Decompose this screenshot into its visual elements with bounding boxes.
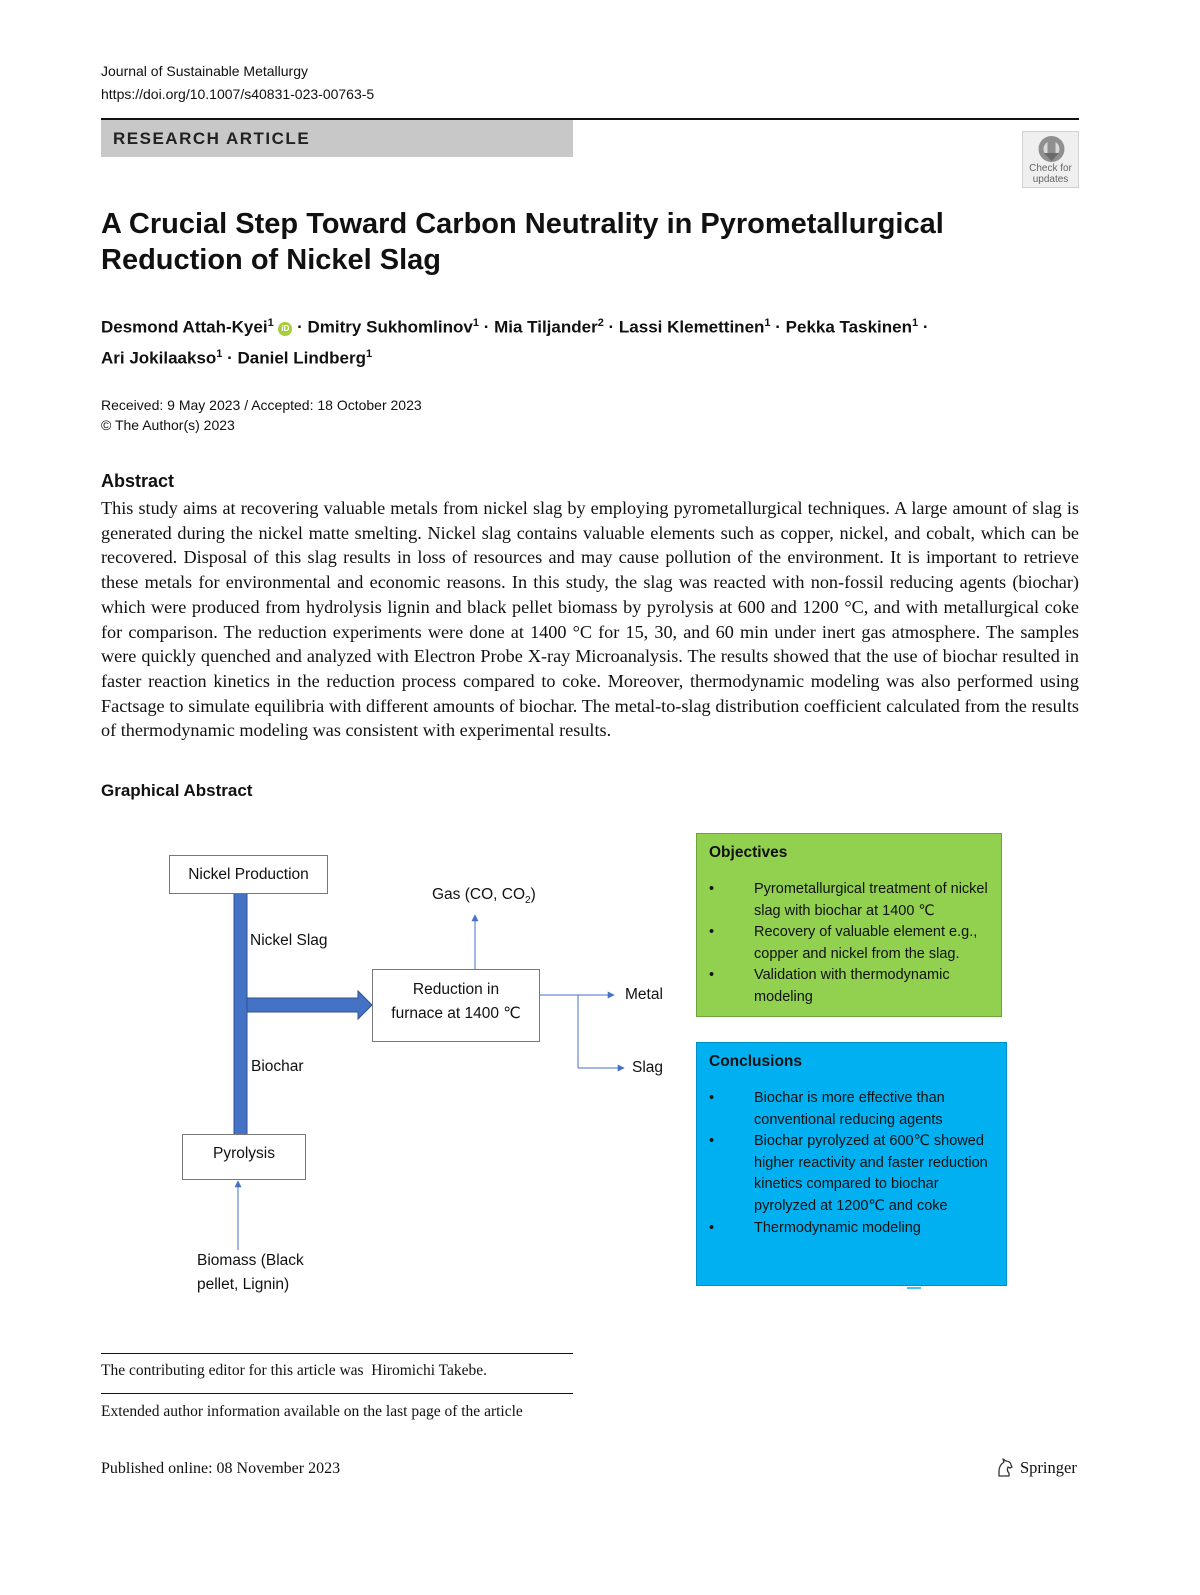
- nickel-slag-label: Nickel Slag: [250, 932, 328, 949]
- objectives-panel: [696, 833, 1002, 1017]
- author-name[interactable]: Ari Jokilaakso: [101, 348, 217, 368]
- furnace-label-line-2: furnace at 1400 ℃: [391, 1005, 521, 1022]
- reduction-furnace-box: [372, 969, 540, 1042]
- published-online-date: Published online: 08 November 2023: [101, 1460, 341, 1477]
- author-affiliation: 2: [597, 317, 604, 329]
- author-name[interactable]: Mia Tiljander: [494, 317, 598, 337]
- conclusion-item: • Biochar is more effective than conventional reducing agents: [709, 1088, 999, 1131]
- author-list: Desmond Attah-Kyei$^1$ iD · Dmitry Sukhomlinov$^1$ · Mia Tiljander$^2$ · Lassi Klemettinen$^1$ · Pekka Taskinen$^1$ · Ari Jokilaakso$^1$ · Daniel Lindberg$^1$: [101, 317, 929, 368]
- slag-label: Slag: [632, 1059, 664, 1076]
- pyrolysis-box: [182, 1134, 306, 1180]
- gas-label: [432, 886, 536, 906]
- author-name[interactable]: Lassi Klemettinen: [618, 317, 765, 337]
- article-title: A Crucial Step Toward Carbon Neutrality in Pyrometallurgical Reduction of Nickel Slag: [101, 208, 944, 276]
- author-name[interactable]: Pekka Taskinen: [785, 317, 912, 337]
- article-type-band: [101, 120, 573, 157]
- conclusions-list: [709, 1088, 999, 1239]
- furnace-label-line-1: Reduction in: [412, 981, 500, 998]
- author-affiliation: 1: [365, 347, 373, 360]
- conclusions-panel: [696, 1042, 1007, 1286]
- pyrolysis-label: Pyrolysis: [212, 1145, 275, 1162]
- conclusions-title: Conclusions: [709, 1053, 803, 1070]
- author-name[interactable]: Dmitry Sukhomlinov: [307, 317, 473, 337]
- gas-label-text: Gas (CO, CO: [432, 886, 526, 903]
- biomass-label: [197, 1249, 304, 1297]
- abstract-heading: Abstract: [101, 471, 175, 491]
- check-for-updates-label: Check for updates: [1029, 163, 1072, 185]
- conclusion-item: • Thermodynamic modeling: [709, 1218, 999, 1240]
- check-for-updates-badge[interactable]: [1022, 131, 1079, 188]
- biomass-label-line-1: Biomass (Black: [197, 1252, 304, 1269]
- author-affiliation: 1: [911, 317, 919, 329]
- author-name[interactable]: Desmond Attah-Kyei: [101, 317, 268, 337]
- conclusion-item: • Biochar pyrolyzed at 600℃ showed higher reactivity and faster reduction kinetics compared to biochar pyrolyzed at 1200℃ and coke: [709, 1131, 999, 1217]
- springer-horse-icon: [995, 1458, 1015, 1478]
- main-flow-arrow: [247, 991, 372, 1019]
- author-affiliation: 1: [267, 317, 274, 329]
- graphical-abstract-heading: Graphical Abstract: [101, 781, 253, 800]
- biomass-label-line-2: pellet, Lignin): [197, 1276, 290, 1293]
- objective-item: • Pyrometallurgical treatment of nickel slag with biochar at 1400 ℃: [709, 879, 999, 922]
- objective-item: • Recovery of valuable element e.g., copper and nickel from the slag.: [709, 922, 999, 965]
- publisher-name: Springer: [1020, 1458, 1077, 1477]
- extended-author-info-note: Extended author information available on the last page of the article: [101, 1403, 523, 1420]
- author-affiliation: 1: [216, 347, 223, 360]
- author-name[interactable]: Daniel Lindberg: [237, 348, 366, 368]
- contributing-editor-note: The contributing editor for this article was Hiromichi Takebe.: [101, 1362, 488, 1379]
- biochar-label: Biochar: [251, 1058, 304, 1075]
- footnote-rule: [101, 1353, 573, 1354]
- abstract-text: This study aims at recovering valuable metals from nickel slag by employing pyrometallurgical techniques. A large amount of slag is generated during the nickel matte smelting. Nickel slag contains valuable elements such as copper, nickel, and cobalt, which can be recovered. Disposal of this slag results in loss of resources and may cause pollution of the environment. It is important to retrieve these metals for environmental and economic reasons. In this study, the slag was reacted with non-fossil reducing agents (biochar) which were produced from hydrolysis lignin and black pellet biomass by pyrolysis at 600 and 1200 °C, and with metallurgical coke for comparison. The reduction experiments were done at 1400 °C for 15, 30, and 60 min under inert gas atmosphere. The samples were quickly quenched and analyzed with Electron Probe X-ray Microanalysis. The results showed that the use of biochar resulted in faster reaction kinetics in the reduction process compared to coke. Moreover, thermodynamic modeling was also performed using Factsage to simulate equilibria with different amounts of biochar. The metal-to-slag distribution coefficient calculated from the results of thermodynamic modeling was consistent with experimental results.: [101, 498, 1079, 741]
- doi-link[interactable]: https://doi.org/10.1007/s40831-023-00763-5: [101, 86, 375, 102]
- check-updates-icon: [1023, 132, 1080, 164]
- author-affiliation: 1: [764, 317, 771, 329]
- metal-label: Metal: [625, 986, 663, 1003]
- main-flow-bar: [234, 893, 247, 1135]
- article-type-label: RESEARCH ARTICLE: [113, 129, 311, 148]
- objectives-title: Objectives: [709, 844, 788, 861]
- received-accepted-dates: Received: 9 May 2023 / Accepted: 18 October 2023: [101, 397, 422, 413]
- journal-name: Journal of Sustainable Metallurgy: [101, 63, 309, 79]
- gas-label-subscript: 2: [525, 895, 531, 907]
- copyright-line: © The Author(s) 2023: [101, 417, 235, 433]
- gas-label-close: ): [530, 886, 536, 903]
- orcid-icon[interactable]: iD: [278, 322, 292, 336]
- objectives-list: [709, 879, 999, 1009]
- publisher-logo: [995, 1458, 1077, 1478]
- nickel-production-box: [169, 855, 328, 894]
- author-affiliation: 1: [472, 317, 479, 329]
- objective-item: • Validation with thermodynamic modeling: [709, 965, 999, 1008]
- footnote-rule: [101, 1393, 573, 1394]
- nickel-production-label: Nickel Production: [188, 866, 309, 883]
